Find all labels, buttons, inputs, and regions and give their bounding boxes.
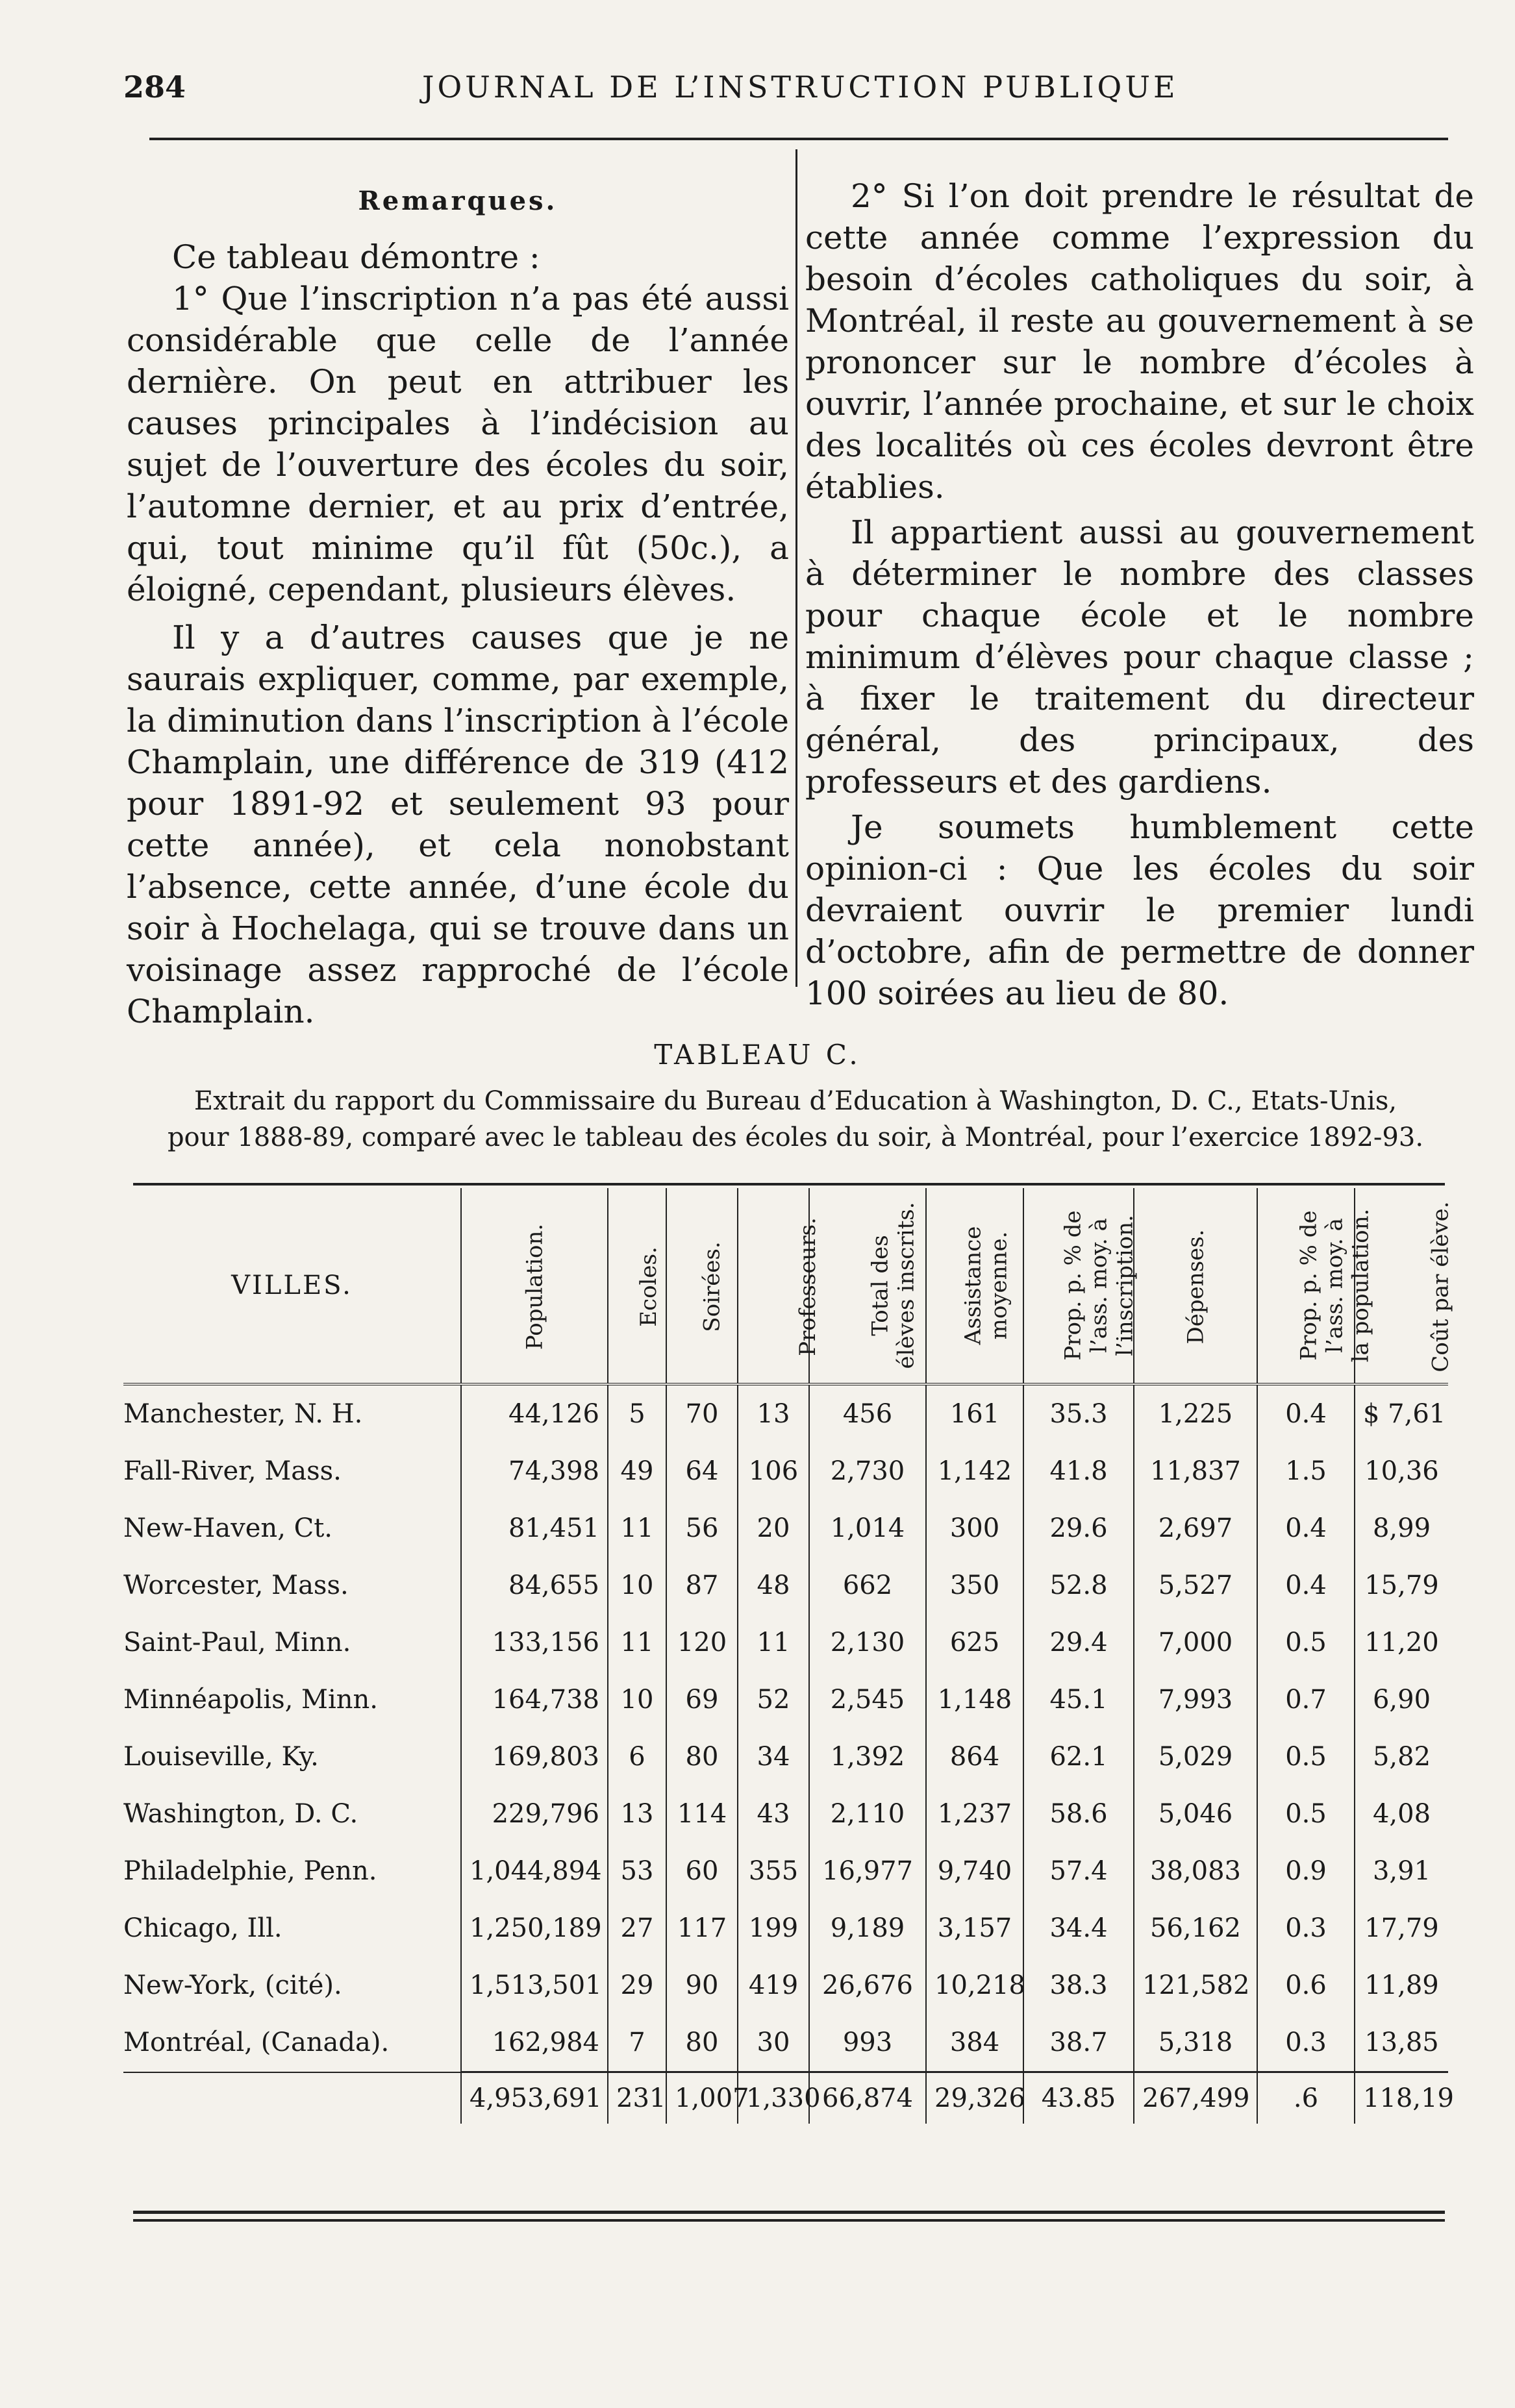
cell-assistance: 300 xyxy=(926,1500,1023,1557)
cell-ecoles: 10 xyxy=(608,1671,666,1728)
cell-population: 1,513,501 xyxy=(461,1957,608,2014)
col-assistance-label xyxy=(960,1226,1012,1345)
total-population: 4,953,691 xyxy=(461,2072,608,2124)
cell-professeurs: 11 xyxy=(738,1614,809,1671)
cell-city: Fall-River, Mass. xyxy=(123,1456,342,1486)
cell-prop-population: 0.7 xyxy=(1257,1671,1355,1728)
table-body xyxy=(123,1384,1454,2124)
cell-ecoles: 49 xyxy=(608,1443,666,1500)
cell-professeurs: 52 xyxy=(738,1671,809,1728)
cell-prop-population: 0.6 xyxy=(1257,1957,1355,2014)
cell-city: Louiseville, Ky. xyxy=(123,1742,319,1772)
cell-ecoles: 29 xyxy=(608,1957,666,2014)
cell-prop-inscription: 29.4 xyxy=(1023,1614,1134,1671)
column-separator xyxy=(795,149,797,987)
cell-cout: 10,36 xyxy=(1355,1443,1448,1500)
cell-assistance: 384 xyxy=(926,2014,1023,2072)
col-assistance xyxy=(926,1188,1023,1384)
col-professeurs-label: Professeurs. xyxy=(794,1217,821,1356)
cell-city: Montréal, (Canada). xyxy=(123,2014,461,2072)
paragraph: Il y a d’autres causes que je ne saurais expliquer, comme, par exemple, la diminution dans l’inscription à l’école Champlain, une différence de 319 (412 pour 1891-92 et seulement 93 pour cette année), et cela nonobstant l’absence, cette année, d’une école du soir à Hochelaga, qui se trouve dans un voisinage assez rapproché de l’école Champlain. xyxy=(127,619,789,1030)
col-villes: VILLES. xyxy=(123,1188,461,1384)
table-row xyxy=(123,1384,1448,1443)
col-cout-label: Coût par élève. xyxy=(1427,1201,1454,1372)
table-row xyxy=(123,1957,1448,2014)
col-prop-population-label-a: Prop. p. % de xyxy=(1296,1210,1322,1361)
cell-prop-inscription: 57.4 xyxy=(1023,1843,1134,1900)
cell-ecoles: 5 xyxy=(608,1384,666,1443)
cell-inscrits: 993 xyxy=(809,2014,926,2072)
cell-prop-inscription: 34.4 xyxy=(1023,1900,1134,1957)
cell-population: 169,803 xyxy=(461,1728,608,1785)
cell-ecoles: 6 xyxy=(608,1728,666,1785)
col-soirees-label: Soirées. xyxy=(699,1241,725,1332)
cell-soirees: 80 xyxy=(666,2014,738,2072)
total-ecoles: 231 xyxy=(608,2072,666,2124)
cell-assistance: 1,148 xyxy=(926,1671,1023,1728)
cell-prop-population: 0.3 xyxy=(1257,1900,1355,1957)
cell-depenses: 5,527 xyxy=(1134,1557,1257,1614)
table-bottom-rule-thin xyxy=(133,2219,1445,2222)
paragraph-intro: Ce tableau démontre : xyxy=(172,238,540,276)
total-professeurs: 1,330 xyxy=(738,2072,809,2124)
tableau-c xyxy=(123,1188,1454,2124)
cell-city: Saint-Paul, Minn. xyxy=(123,1628,351,1657)
cell-soirees: 70 xyxy=(666,1384,738,1443)
cell-soirees: 87 xyxy=(666,1557,738,1614)
cell-soirees: 90 xyxy=(666,1957,738,2014)
cell-assistance: 10,218 xyxy=(926,1957,1023,2014)
cell-soirees: 80 xyxy=(666,1728,738,1785)
cell-inscrits: 2,545 xyxy=(809,1671,926,1728)
col-professeurs xyxy=(738,1188,821,1384)
tableau-caption xyxy=(149,1083,1442,1156)
cell-population: 44,126 xyxy=(461,1384,608,1443)
cell-soirees: 56 xyxy=(666,1500,738,1557)
cell-city: Manchester, N. H. xyxy=(123,1399,363,1429)
cell-depenses: 38,083 xyxy=(1134,1843,1257,1900)
cell-assistance: 3,157 xyxy=(926,1900,1023,1957)
cell-assistance: 350 xyxy=(926,1557,1023,1614)
cell-population: 74,398 xyxy=(461,1443,608,1500)
cell-prop-population: 0.5 xyxy=(1257,1614,1355,1671)
cell-cout: 6,90 xyxy=(1355,1671,1448,1728)
cell-population: 81,451 xyxy=(461,1500,608,1557)
cell-prop-inscription: 45.1 xyxy=(1023,1671,1134,1728)
cell-population: 162,984 xyxy=(461,2014,608,2072)
col-depenses xyxy=(1134,1188,1257,1384)
cell-prop-population: 0.4 xyxy=(1257,1557,1355,1614)
paragraph: 1° Que l’inscription n’a pas été aussi considérable que celle de l’année dernière. On peut en attribuer les causes principales à l’indécision au sujet de l’ouverture des écoles du soir, l’automne dernier, et au prix d’entrée, qui, tout minime qu’il fût (50c.), a éloigné, cependant, plusieurs élèves. xyxy=(127,280,789,608)
cell-cout: 8,99 xyxy=(1355,1500,1448,1557)
cell-assistance: 864 xyxy=(926,1728,1023,1785)
col-depenses-label: Dépenses. xyxy=(1183,1229,1208,1345)
col-total-label-a: Total des xyxy=(867,1234,894,1336)
cell-prop-population: 0.5 xyxy=(1257,1785,1355,1843)
table-row xyxy=(123,1843,1448,1900)
right-column xyxy=(805,175,1474,1012)
page-number: 284 xyxy=(123,69,186,105)
cell-depenses: 2,697 xyxy=(1134,1500,1257,1557)
cell-professeurs: 199 xyxy=(738,1900,809,1957)
cell-professeurs: 34 xyxy=(738,1728,809,1785)
cell-inscrits: 9,189 xyxy=(809,1900,926,1957)
cell-depenses: 5,318 xyxy=(1134,2014,1257,2072)
col-total-label-b: élèves inscrits. xyxy=(893,1201,920,1369)
cell-ecoles: 53 xyxy=(608,1843,666,1900)
col-prop-population-label xyxy=(1296,1208,1373,1362)
left-column xyxy=(127,175,789,1030)
total-prop-population: .6 xyxy=(1257,2072,1355,2124)
cell-depenses: 1,225 xyxy=(1134,1384,1257,1443)
total-prop-inscription: 43.85 xyxy=(1023,2072,1134,2124)
cell-city: New-York, (cité). xyxy=(123,1970,342,2000)
cell-inscrits: 1,392 xyxy=(809,1728,926,1785)
cell-depenses: 11,837 xyxy=(1134,1443,1257,1500)
cell-inscrits: 456 xyxy=(809,1384,926,1443)
cell-professeurs: 355 xyxy=(738,1843,809,1900)
cell-ecoles: 13 xyxy=(608,1785,666,1843)
cell-soirees: 120 xyxy=(666,1614,738,1671)
col-prop-population xyxy=(1257,1188,1374,1384)
cell-ecoles: 27 xyxy=(608,1900,666,1957)
cell-population: 229,796 xyxy=(461,1785,608,1843)
cell-prop-population: 0.3 xyxy=(1257,2014,1355,2072)
paragraph: Je soumets humblement cette opinion-ci : Que les écoles du soir devraient ouvrir le premier lundi d’octobre, afin de permettre de donner 100 soirées au lieu de 80. xyxy=(805,808,1474,1012)
cell-soirees: 60 xyxy=(666,1843,738,1900)
cell-cout: 4,08 xyxy=(1355,1785,1448,1843)
cell-prop-inscription: 35.3 xyxy=(1023,1384,1134,1443)
cell-prop-inscription: 52.8 xyxy=(1023,1557,1134,1614)
cell-prop-inscription: 41.8 xyxy=(1023,1443,1134,1500)
cell-prop-inscription: 38.7 xyxy=(1023,2014,1134,2072)
table-row xyxy=(123,2014,1448,2072)
cell-cout: 11,20 xyxy=(1355,1614,1448,1671)
cell-city: Philadelphie, Penn. xyxy=(123,1856,377,1886)
paragraph: Il appartient aussi au gouvernement à déterminer le nombre des classes pour chaque école et le nombre minimum d’élèves pour chaque classe ; à fixer le traitement du directeur général, des principaux, des professeurs et des gardiens. xyxy=(805,514,1474,801)
page-header xyxy=(123,62,1435,114)
cell-soirees: 114 xyxy=(666,1785,738,1843)
cell-city: New-Haven, Ct. xyxy=(123,1513,333,1543)
cell-depenses: 7,000 xyxy=(1134,1614,1257,1671)
statistics-table xyxy=(123,1188,1454,2124)
cell-city: Worcester, Mass. xyxy=(123,1570,349,1600)
cell-professeurs: 419 xyxy=(738,1957,809,2014)
cell-depenses: 5,046 xyxy=(1134,1785,1257,1843)
cell-professeurs: 30 xyxy=(738,2014,809,2072)
table-row xyxy=(123,1614,1448,1671)
cell-soirees: 64 xyxy=(666,1443,738,1500)
cell-prop-inscription: 58.6 xyxy=(1023,1785,1134,1843)
cell-city: Chicago, Ill. xyxy=(123,1913,282,1943)
cell-professeurs: 13 xyxy=(738,1384,809,1443)
cell-inscrits: 2,130 xyxy=(809,1614,926,1671)
cell-professeurs: 43 xyxy=(738,1785,809,1843)
cell-population: 164,738 xyxy=(461,1671,608,1728)
col-prop-inscription xyxy=(1023,1188,1138,1384)
cell-inscrits: 2,110 xyxy=(809,1785,926,1843)
cell-cout: 17,79 xyxy=(1355,1900,1448,1957)
table-row xyxy=(123,1671,1448,1728)
cell-soirees: 117 xyxy=(666,1900,738,1957)
col-prop-inscription-label-b: l’ass. moy. à xyxy=(1086,1217,1112,1353)
total-soirees: 1,007 xyxy=(666,2072,738,2124)
total-assistance: 29,326 xyxy=(926,2072,1023,2124)
col-prop-inscription-label-a: Prop. p. % de xyxy=(1060,1210,1086,1361)
col-ecoles-label: Ecoles. xyxy=(635,1247,662,1327)
tableau-title: TABLEAU C. xyxy=(654,1039,861,1071)
col-ecoles xyxy=(608,1188,666,1384)
table-row xyxy=(123,1443,1448,1500)
cell-prop-population: 0.4 xyxy=(1257,1500,1355,1557)
table-top-rule xyxy=(133,1183,1445,1185)
running-title: JOURNAL DE L’INSTRUCTION PUBLIQUE xyxy=(422,69,1179,105)
total-depenses: 267,499 xyxy=(1134,2072,1257,2124)
cell-assistance: 625 xyxy=(926,1614,1023,1671)
cell-ecoles: 11 xyxy=(608,1500,666,1557)
cell-prop-inscription: 29.6 xyxy=(1023,1500,1134,1557)
totals-label xyxy=(123,2072,461,2124)
cell-prop-population: 1.5 xyxy=(1257,1443,1355,1500)
total-cout: 118,19 xyxy=(1355,2072,1448,2124)
table-row xyxy=(123,1785,1448,1843)
cell-inscrits: 2,730 xyxy=(809,1443,926,1500)
col-total xyxy=(809,1188,926,1384)
col-population xyxy=(461,1188,608,1384)
cell-city: Minnéapolis, Minn. xyxy=(123,1685,379,1715)
cell-population: 1,044,894 xyxy=(461,1843,608,1900)
col-prop-population-label-b: l’ass. moy. à xyxy=(1321,1217,1348,1353)
header-rule xyxy=(149,138,1448,140)
col-prop-inscription-label xyxy=(1060,1210,1138,1360)
col-prop-inscription-label-c: l’inscription. xyxy=(1112,1214,1138,1356)
cell-assistance: 1,142 xyxy=(926,1443,1023,1500)
cell-soirees: 69 xyxy=(666,1671,738,1728)
cell-depenses: 121,582 xyxy=(1134,1957,1257,2014)
table-row xyxy=(123,1557,1448,1614)
cell-cout: 3,91 xyxy=(1355,1843,1448,1900)
col-prop-population-label-c: la population. xyxy=(1347,1208,1374,1362)
cell-cout: 5,82 xyxy=(1355,1728,1448,1785)
col-soirees xyxy=(666,1188,738,1384)
cell-prop-population: 0.5 xyxy=(1257,1728,1355,1785)
remarques-heading: Remarques. xyxy=(358,186,558,216)
cell-assistance: 1,237 xyxy=(926,1785,1023,1843)
table-row xyxy=(123,1900,1448,1957)
cell-inscrits: 1,014 xyxy=(809,1500,926,1557)
cell-inscrits: 26,676 xyxy=(809,1957,926,2014)
cell-ecoles: 11 xyxy=(608,1614,666,1671)
cell-assistance: 161 xyxy=(926,1384,1023,1443)
cell-prop-inscription: 62.1 xyxy=(1023,1728,1134,1785)
cell-cout: 13,85 xyxy=(1355,2014,1448,2072)
col-total-label xyxy=(868,1202,920,1369)
cell-ecoles: 10 xyxy=(608,1557,666,1614)
paragraph: 2° Si l’on doit prendre le résultat de cette année comme l’expression du besoin d’écoles catholiques du soir, à Montréal, il reste au gouvernement à se prononcer sur le nombre d’écoles à ouvrir, l’année prochaine, et sur le choix des localités où ces écoles devront être établies. xyxy=(805,177,1474,506)
cell-prop-population: 0.4 xyxy=(1257,1384,1355,1443)
cell-professeurs: 48 xyxy=(738,1557,809,1614)
cell-depenses: 7,993 xyxy=(1134,1671,1257,1728)
col-assistance-label-a: Assistance xyxy=(960,1226,986,1345)
cell-ecoles: 7 xyxy=(608,2014,666,2072)
cell-population: 84,655 xyxy=(461,1557,608,1614)
table-bottom-rule xyxy=(133,2211,1445,2214)
cell-cout: 15,79 xyxy=(1355,1557,1448,1614)
cell-cout: 11,89 xyxy=(1355,1957,1448,2014)
cell-population: 133,156 xyxy=(461,1614,608,1671)
table-row xyxy=(123,1500,1448,1557)
cell-prop-population: 0.9 xyxy=(1257,1843,1355,1900)
table-header-row xyxy=(123,1188,1448,1384)
col-assistance-label-b: moyenne. xyxy=(986,1231,1012,1339)
table-row xyxy=(123,1728,1448,1785)
cell-professeurs: 20 xyxy=(738,1500,809,1557)
cell-professeurs: 106 xyxy=(738,1443,809,1500)
total-inscrits: 66,874 xyxy=(809,2072,926,2124)
cell-prop-inscription: 38.3 xyxy=(1023,1957,1134,2014)
cell-cout: $ 7,61 xyxy=(1355,1384,1448,1443)
cell-depenses: 5,029 xyxy=(1134,1728,1257,1785)
col-population-label: Population. xyxy=(521,1223,547,1350)
cell-inscrits: 16,977 xyxy=(809,1843,926,1900)
caption-line: pour 1888-89, comparé avec le tableau des écoles du soir, à Montréal, pour l’exercice 1892-93. xyxy=(167,1123,1424,1152)
cell-depenses: 56,162 xyxy=(1134,1900,1257,1957)
cell-inscrits: 662 xyxy=(809,1557,926,1614)
cell-population: 1,250,189 xyxy=(461,1900,608,1957)
totals-row xyxy=(123,2072,1448,2124)
cell-assistance: 9,740 xyxy=(926,1843,1023,1900)
cell-city: Washington, D. C. xyxy=(123,1799,358,1829)
caption-line: Extrait du rapport du Commissaire du Bureau d’Education à Washington, D. C., Etats-Unis, xyxy=(194,1086,1397,1116)
